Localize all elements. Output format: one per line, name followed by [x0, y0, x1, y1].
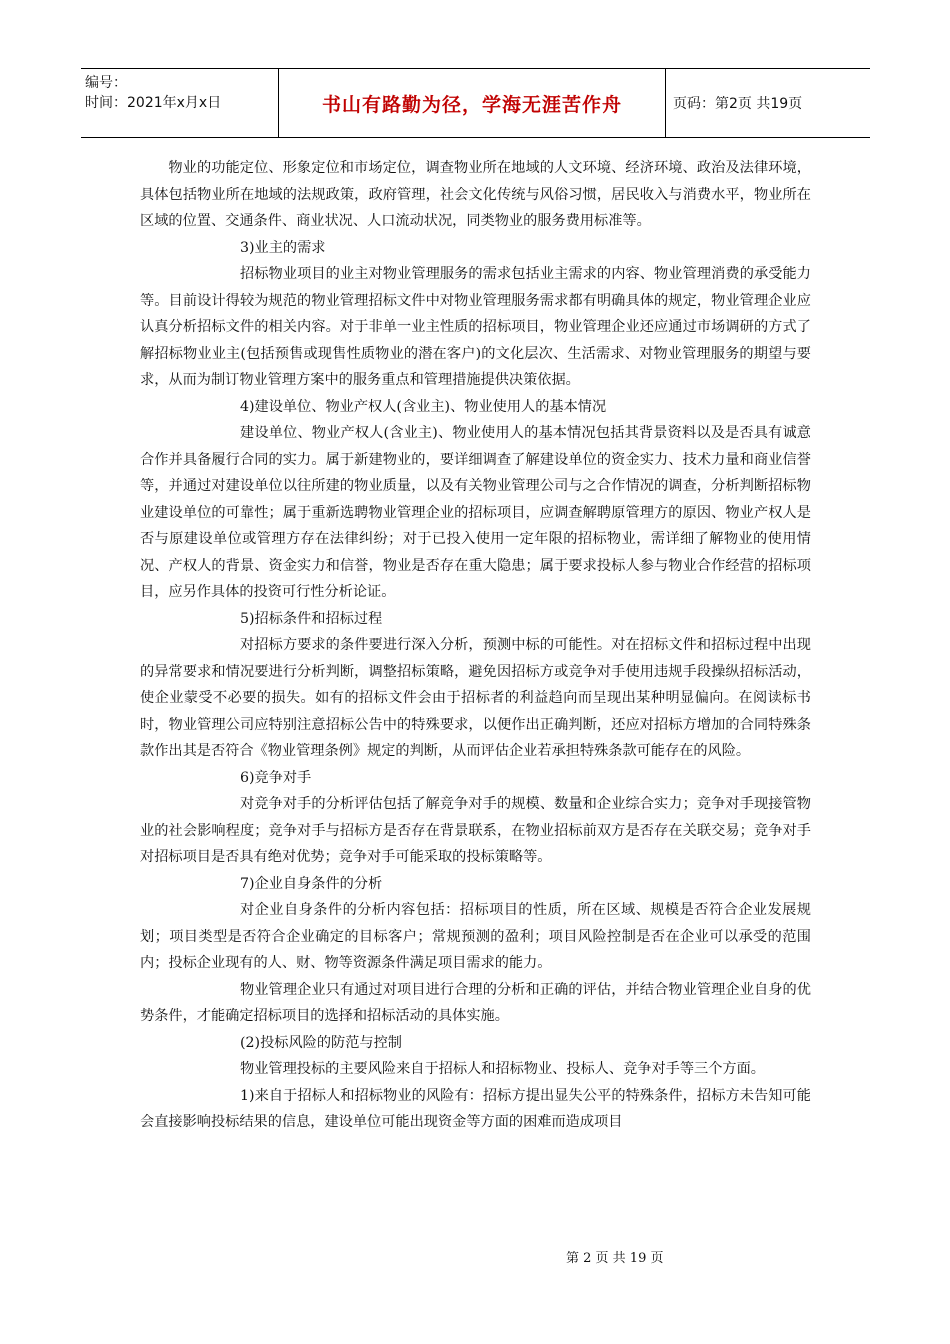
header-table: [81, 68, 870, 138]
paragraph: 对招标方要求的条件要进行深入分析，预测中标的可能性。对在招标文件和招标过程中出现的异常要求和情况要进行分析判断，调整招标策略，避免因招标方或竞争对手使用违规手段操纵招标活动，使企业蒙受不必要的损失。如有的招标文件会由于招标者的利益趋向而呈现出某种明显偏向。在阅读标书时，物业管理公司应特别注意招标公告中的特殊要求，以便作出正确判断，还应对招标方增加的合同特殊条款作出其是否符合《物业管理条例》规定的判断，从而评估企业若承担特殊条款可能存在的风险。: [140, 637, 811, 759]
paragraph: 物业管理投标的主要风险来自于招标人和招标物业、投标人、竞争对手等三个方面。: [240, 1061, 765, 1077]
section-heading: 3)业主的需求: [240, 239, 326, 256]
paragraph: 1)来自于招标人和招标物业的风险有：招标方提出显失公平的特殊条件，招标方未告知可能会直接影响投标结果的信息，建设单位可能出现资金等方面的困难而造成项目: [140, 1087, 811, 1130]
paragraph: 物业管理企业只有通过对项目进行合理的分析和正确的评估，并结合物业管理企业自身的优势条件，才能确定招标项目的选择和招标活动的具体实施。: [140, 981, 811, 1024]
number-label: 编号：: [85, 75, 127, 91]
section-heading: (2)投标风险的防范与控制: [240, 1034, 402, 1051]
paragraph: 招标物业项目的业主对物业管理服务的需求包括业主需求的内容、物业管理消费的承受能力等。目前设计得较为规范的物业管理招标文件中对物业管理服务需求都有明确具体的规定，物业管理企业应认真分析招标文件的相关内容。对于非单一业主性质的招标项目，物业管理企业还应通过市场调研的方式了解招标物业业主(包括预售或现售性质物业的潜在客户)的文化层次、生活需求、对物业管理服务的期望与要求，从而为制订物业管理方案中的服务重点和管理措施提供决策依据。: [140, 266, 811, 388]
paragraph: 建设单位、物业产权人(含业主)、物业使用人的基本情况包括其背景资料以及是否具有诚意合作并具备履行合同的实力。属于新建物业的，要详细调查了解建设单位的资金实力、技术力量和商业信誉等，并通过对建设单位以往所建的物业质量，以及有关物业管理公司与之合作情况的调查，分析判断招标物业建设单位的可靠性；属于重新选聘物业管理企业的招标项目，应调查解聘原管理方的原因、物业产权人是否与原建设单位或管理方存在法律纠纷；对于已投入使用一定年限的招标物业，需详细了解物业的使用情况、产权人的背景、资金实力和信誉，物业是否存在重大隐患；属于要求投标人参与物业合作经营的招标项目，应另作具体的投资可行性分析论证。: [140, 425, 811, 600]
paragraph: 对竞争对手的分析评估包括了解竞争对手的规模、数量和企业综合实力；竞争对手现接管物业的社会影响程度；竞争对手与招标方是否存在背景联系，在物业招标前双方是否存在关联交易；竞争对手对招标项目是否具有绝对优势；竞争对手可能采取的投标策略等。: [140, 796, 811, 865]
section-heading: 7)企业自身条件的分析: [240, 875, 383, 892]
document-body: [140, 155, 811, 1136]
section-heading: 5)招标条件和招标过程: [240, 610, 383, 627]
paragraph: 对企业自身条件的分析内容包括：招标项目的性质，所在区域、规模是否符合企业发展规划；项目类型是否符合企业确定的目标客户；常规预测的盈利；项目风险控制是否在企业可以承受的范围内；投标企业现有的人、财、物等资源条件满足项目需求的能力。: [140, 902, 811, 971]
header-page-info: 页码：第2页 共19页: [673, 96, 803, 112]
time-label: 时间：2021年x月x日: [85, 95, 222, 111]
footer-page-number: 第 2 页 共 19 页: [566, 1251, 664, 1266]
header-meta-cell: [81, 69, 279, 137]
paragraph: 物业的功能定位、形象定位和市场定位，调查物业所在地域的人文环境、经济环境、政治及法律环境，具体包括物业所在地域的法规政策，政府管理，社会文化传统与风俗习惯，居民收入与消费水平，物业所在区域的位置、交通条件、商业状况、人口流动状况，同类物业的服务费用标准等。: [140, 160, 811, 229]
header-motto: 书山有路勤为径，学海无涯苦作舟: [279, 69, 666, 137]
section-heading: 6)竞争对手: [240, 769, 312, 786]
section-heading: 4)建设单位、物业产权人(含业主)、物业使用人的基本情况: [240, 398, 607, 415]
